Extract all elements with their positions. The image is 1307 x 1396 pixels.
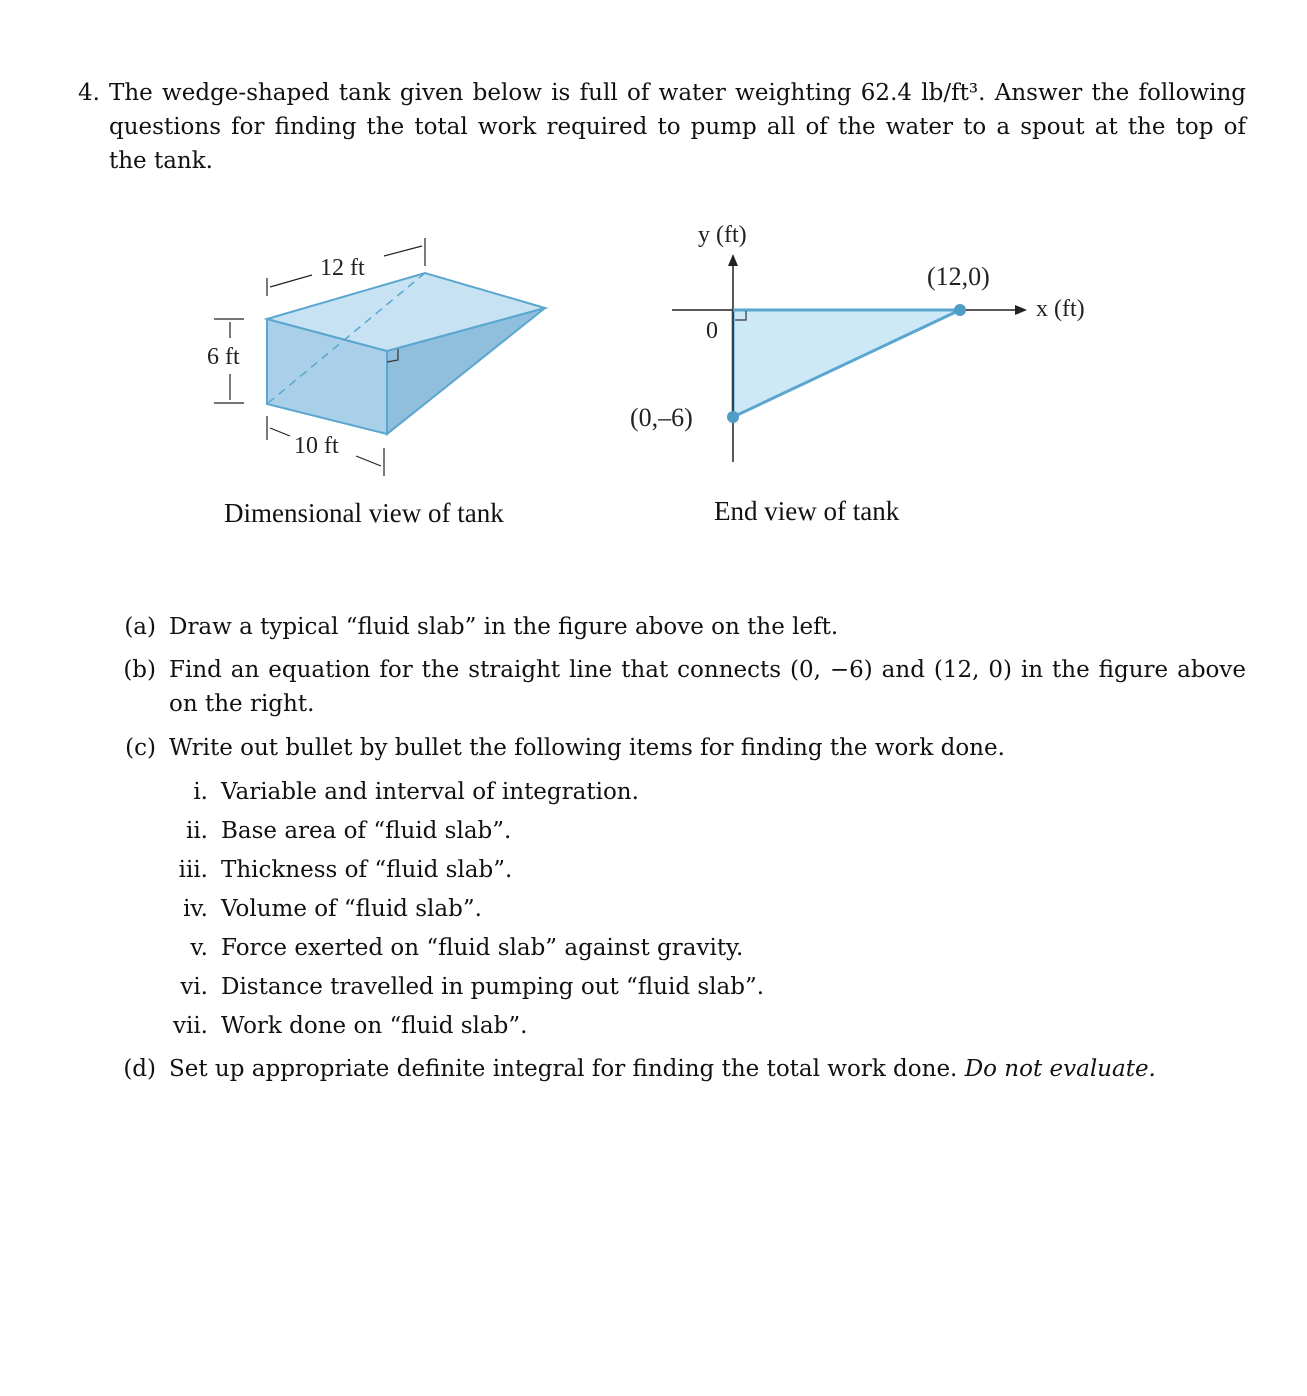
x-axis-label: x (ft) <box>1036 296 1085 322</box>
y-axis-label: y (ft) <box>698 222 747 248</box>
part-b-label: (b) <box>123 657 156 683</box>
subitem-text: Thickness of “fluid slab”. <box>221 857 513 883</box>
figures <box>0 0 1307 560</box>
part-b-text-cont: on the right. <box>169 691 315 717</box>
part-d-text <box>169 1056 1156 1082</box>
part-d-emphasis: Do not evaluate. <box>964 1056 1156 1082</box>
part-b-text: Find an equation for the straight line that connects (0, −6) and (12, 0) in the figure above <box>169 657 1246 683</box>
dimension-arrow-length <box>270 275 312 287</box>
subitem-text: Variable and interval of integration. <box>221 779 639 805</box>
label-height: 6 ft <box>207 344 240 370</box>
tank-dimensional-view <box>207 238 545 476</box>
subitem-text: Work done on “fluid slab”. <box>221 1013 528 1039</box>
subitem-text: Volume of “fluid slab”. <box>221 896 482 922</box>
subitem-label: i. <box>193 779 208 805</box>
caption-dimensional-view: Dimensional view of tank <box>224 498 504 528</box>
problem-line-2: questions for finding the total work required to pump all of the water to a spout at the top of <box>109 114 1246 140</box>
part-c-text: Write out bullet by bullet the following items for finding the work done. <box>169 735 1005 761</box>
point-0-neg6 <box>727 411 739 423</box>
part-a-text: Draw a typical “fluid slab” in the figure above on the left. <box>169 614 839 640</box>
part-a-label: (a) <box>124 614 156 640</box>
problem-number: 4. <box>78 80 100 106</box>
cross-section-triangle <box>733 310 960 417</box>
subitem-text: Base area of “fluid slab”. <box>221 818 512 844</box>
subitem-label: ii. <box>185 818 208 844</box>
origin-label: 0 <box>706 318 718 344</box>
label-width: 10 ft <box>294 433 339 459</box>
tank-end-view <box>630 222 1085 462</box>
part-c-label: (c) <box>125 735 156 761</box>
problem-line-3: the tank. <box>109 148 213 174</box>
point-b-label: (0,–6) <box>630 403 693 432</box>
part-d-main: Set up appropriate definite integral for finding the total work done. <box>169 1056 958 1082</box>
subitem-text: Force exerted on “fluid slab” against gravity. <box>221 935 744 961</box>
problem-line-1: The wedge-shaped tank given below is full of water weighting 62.4 lb/ft³. Answer the following <box>109 80 1246 106</box>
subitem-label: vi. <box>180 974 208 1000</box>
subitem-label: iii. <box>178 857 208 883</box>
subitem-text: Distance travelled in pumping out “fluid slab”. <box>221 974 765 1000</box>
subitem-label: v. <box>190 935 208 961</box>
point-a-label: (12,0) <box>927 262 990 291</box>
subitem-label: iv. <box>183 896 208 922</box>
label-length: 12 ft <box>320 255 365 281</box>
subitem-label: vii. <box>172 1013 208 1039</box>
caption-end-view: End view of tank <box>714 496 900 526</box>
part-d-label: (d) <box>123 1056 156 1082</box>
point-12-0 <box>954 304 966 316</box>
